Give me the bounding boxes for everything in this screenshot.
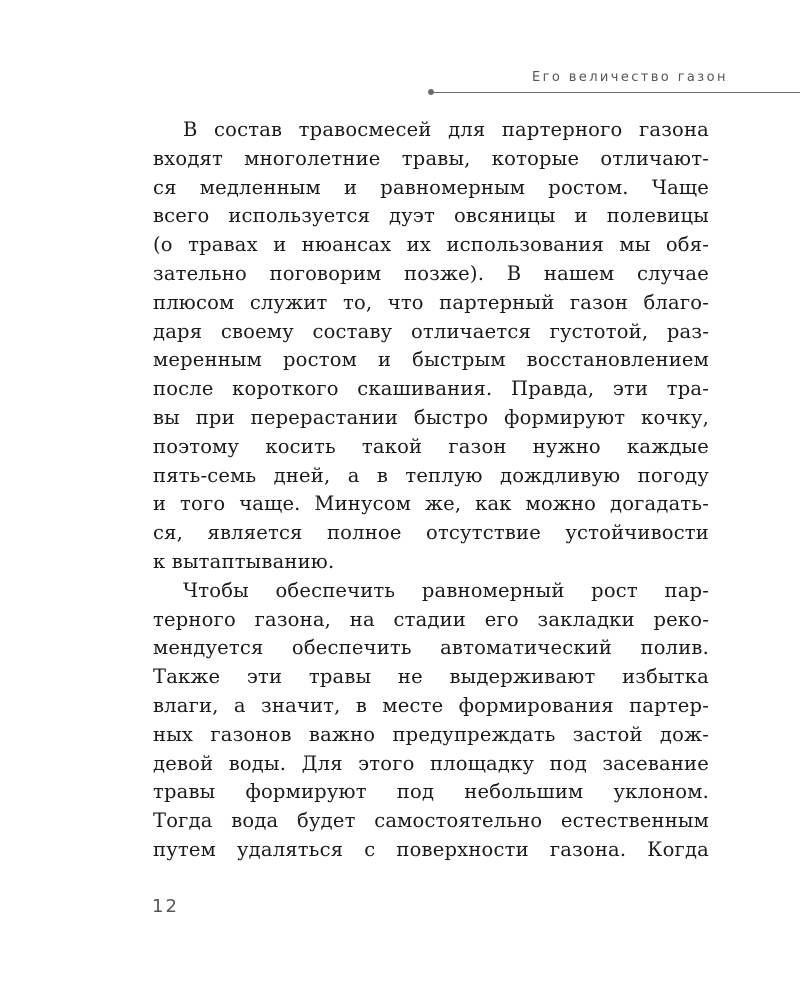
page-number: 12 xyxy=(152,896,179,917)
text-line: вы при перерастании быстро формируют кочку, xyxy=(153,405,709,429)
text-line: ся, является полное отсутствие устойчивости xyxy=(153,521,709,545)
text-line: ся медленным и равномерным ростом. Чаще xyxy=(153,175,709,199)
text-line: влаги, а значит, в месте формирования партер- xyxy=(153,693,709,717)
running-head: Его величество газон xyxy=(532,70,728,85)
paragraph-1 xyxy=(153,116,709,577)
text-line: мендуется обеспечить автоматический полив. xyxy=(153,636,709,660)
text-line: (о травах и нюансах их использования мы обя- xyxy=(153,233,709,257)
header-rule xyxy=(434,92,800,93)
text-line: В состав травосмесей для партерного газона xyxy=(183,118,709,141)
text-line: даря своему составу отличается густотой, раз- xyxy=(153,319,709,343)
text-line: Также эти травы не выдерживают избытка xyxy=(153,665,709,689)
text-line: травы формируют под небольшим уклоном. xyxy=(153,780,709,804)
text-line: путем удаляться с поверхности газона. Когда xyxy=(153,837,709,861)
paragraph-2 xyxy=(153,577,709,865)
text-line: меренным ростом и быстрым восстановлением xyxy=(153,348,709,372)
text-line: Тогда вода будет самостоятельно естественным xyxy=(153,809,709,833)
text-line: входят многолетние травы, которые отличают- xyxy=(153,146,709,170)
text-line: терного газона, на стадии его закладки реко- xyxy=(153,607,709,631)
text-line: к вытаптыванию. xyxy=(153,549,335,573)
text-line: и того чаще. Минусом же, как можно догадать- xyxy=(153,492,709,516)
body-text xyxy=(153,116,709,865)
text-line: ных газонов важно предупреждать застой дож- xyxy=(153,722,709,746)
text-line: после короткого скашивания. Правда, эти тра- xyxy=(153,377,709,401)
text-line: зательно поговорим позже). В нашем случае xyxy=(153,261,709,285)
text-line: пять-семь дней, а в теплую дождливую погоду xyxy=(153,463,709,487)
text-line: плюсом служит то, что партерный газон благо- xyxy=(153,290,709,314)
text-line: Чтобы обеспечить равномерный рост пар- xyxy=(183,578,709,602)
text-line: поэтому косить такой газон нужно каждые xyxy=(153,434,709,458)
text-line: девой воды. Для этого площадку под засевание xyxy=(153,751,709,775)
text-line: всего используется дуэт овсяницы и полевицы xyxy=(153,204,709,228)
